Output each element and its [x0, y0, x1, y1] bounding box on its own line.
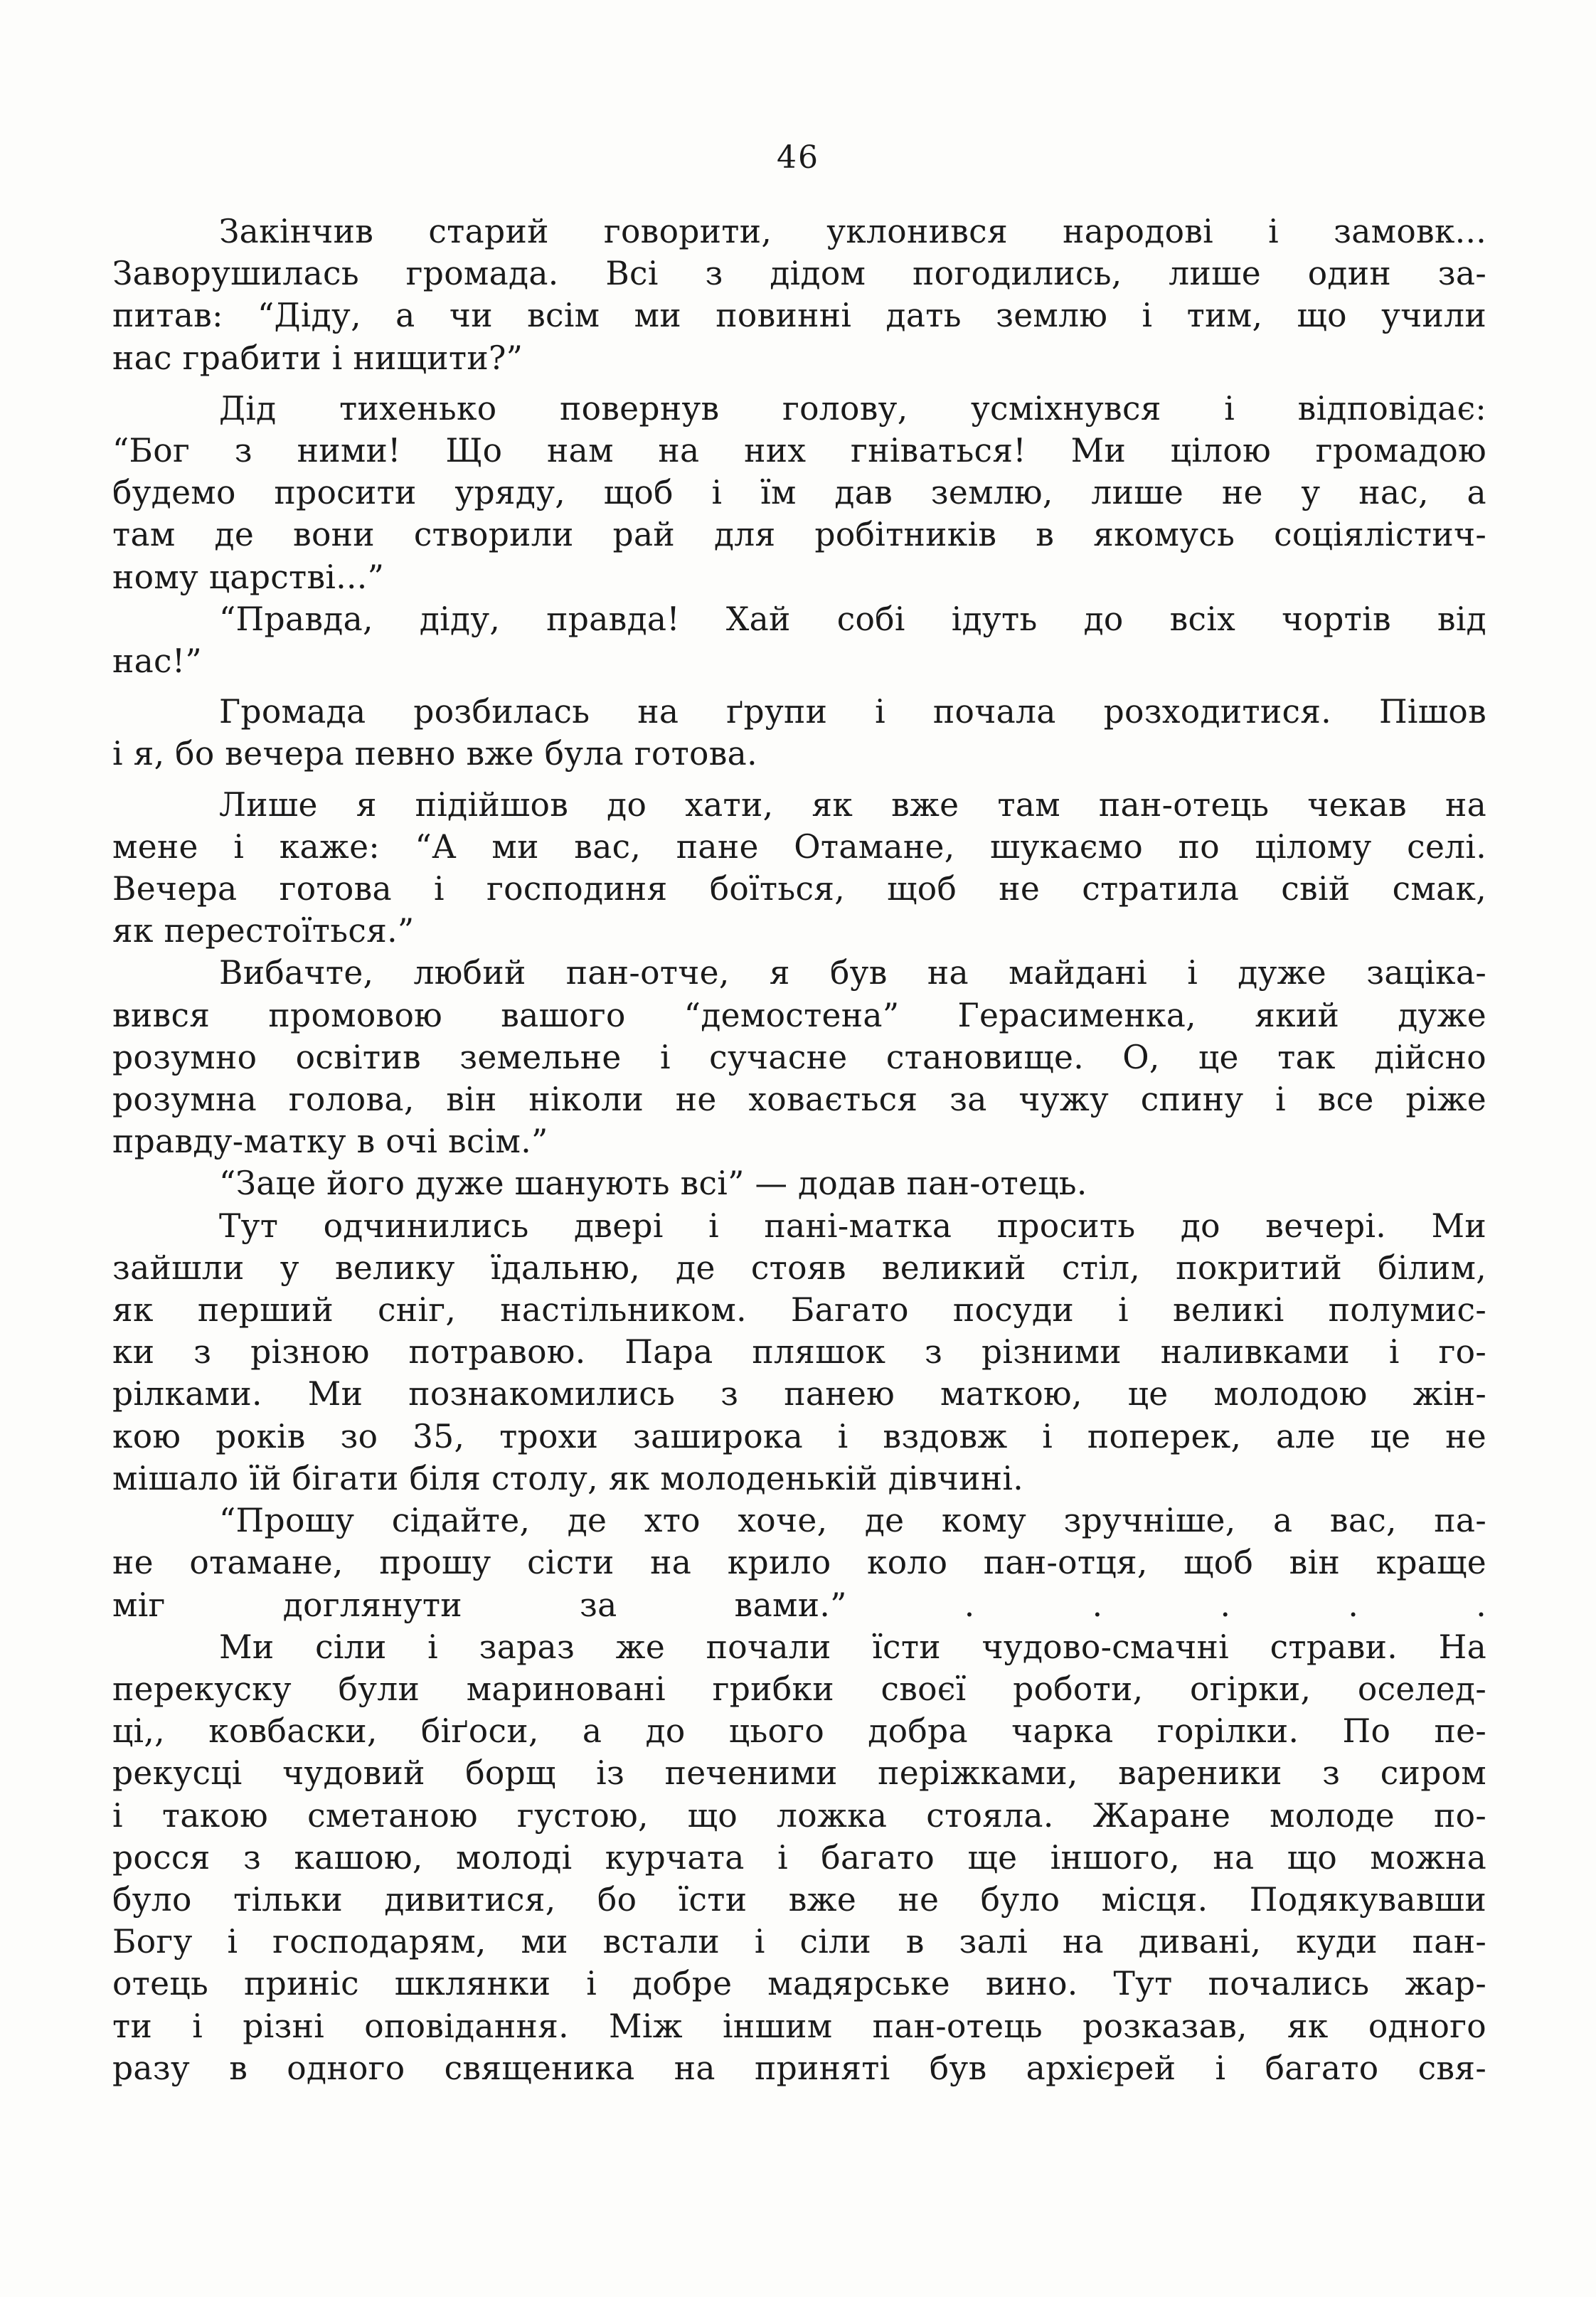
text-line: питав: “Діду, а чи всім ми повинні дать землю і тим, що учили [112, 297, 1486, 335]
text-line: Закінчив старий говорити, уклонився народові і замовк... [219, 213, 1486, 250]
text-line: Богу і господарям, ми встали і сіли в залі на дивані, куди пан- [112, 1923, 1486, 1961]
text-line: будемо просити уряду, щоб і їм дав землю, лише не у нас, а [112, 474, 1486, 512]
text-line: і такою сметаною густою, що ложка стояла. Жаране молоде по- [112, 1796, 1486, 1835]
text-line: ному царстві...” [112, 558, 385, 596]
text-line: “Прошу сідайте, де хто хоче, де кому зручніше, а вас, па- [219, 1502, 1486, 1540]
text-line: Тут одчинились двері і пані-матка просить до вечері. Ми [219, 1206, 1486, 1245]
body-text [112, 211, 1486, 2089]
text-line: кою років зо 35, трохи заширока і вздовж і поперек, але це не [112, 1417, 1486, 1455]
text-line: було тільки дивитися, бо їсти вже не було місця. Подякувавши [112, 1880, 1486, 1919]
text-line: разу в одного священика на приняті був архієрей і багато свя- [112, 2049, 1486, 2087]
text-line: ки з різною потравою. Пара пляшок з різними наливками і го- [112, 1333, 1486, 1372]
text-line: правду-матку в очі всім.” [112, 1123, 548, 1161]
text-line: міг доглянути за вами.” . . . . . [112, 1586, 1486, 1624]
text-line: мене і каже: “А ми вас, пане Отамане, шукаємо по цілому селі. [112, 827, 1486, 866]
text-line: розумна голова, він ніколи не ховається за чужу спину і все ріже [112, 1081, 1486, 1119]
text-line: не отамане, прошу сісти на крило коло пан-отця, щоб він краще [112, 1544, 1486, 1582]
text-line: “Бог з ними! Що нам на них гніватьcя! Ми цілою громадою [112, 432, 1486, 470]
text-line: Дід тихенько повернув голову, усміхнувся і відповідає: [219, 389, 1486, 428]
text-line: нас!” [112, 642, 202, 681]
text-line: нас грабити і нищити?” [112, 339, 523, 377]
text-line: Вечера готова і господиня боїться, щоб не стратила свій смак, [112, 870, 1486, 908]
text-line: росся з кашою, молоді курчата і багато ще іншого, на що можна [112, 1838, 1486, 1877]
text-line: Лише я підійшов до хати, як вже там пан-отець чекав на [219, 785, 1486, 824]
text-line: Ми сіли і зараз же почали їсти чудово-смачні страви. На [219, 1628, 1486, 1666]
text-line: перекуску були мариновані грибки своєї роботи, огірки, оселед- [112, 1670, 1486, 1708]
text-line: розумно освітив земельне і сучасне становище. О, це так дійсно [112, 1038, 1486, 1076]
text-line: там де вони створили рай для робітників в якомусь соціялістич- [112, 516, 1486, 554]
text-line: рілками. Ми познакомились з панею маткою, це молодою жін- [112, 1375, 1486, 1413]
text-line: ти і різні оповідання. Між іншим пан-отець розказав, як одного [112, 2007, 1486, 2045]
text-line: вився промовою вашого “демостена” Герасименка, який дуже [112, 996, 1486, 1034]
text-line: як перестоїться.” [112, 912, 415, 950]
text-line: “Заце його дуже шанують всі” — додав пан-отець. [219, 1165, 1087, 1203]
text-line: рекусці чудовий борщ із печеними періжками, вареники з сиром [112, 1754, 1486, 1793]
text-line: Вибачте, любий пан-отче, я був на майдані і дуже заціка- [219, 954, 1486, 992]
text-line: як перший сніг, настільником. Багато посуди і великі полумис- [112, 1291, 1486, 1330]
text-line: Громада розбилась на ґрупи і почала розходитися. Пішов [219, 693, 1486, 731]
text-line: мішало їй бігати біля столу, як молоденькій дівчині. [112, 1459, 1024, 1497]
page-number: 46 [777, 139, 819, 176]
text-line: “Правда, діду, правда! Хай собі ідуть до всіх чортів від [219, 600, 1486, 638]
text-line: отець приніс шклянки і добре мадярське вино. Тут почались жар- [112, 1965, 1486, 2003]
text-line: Заворушилась громада. Всі з дідом погодились, лише один за- [112, 255, 1486, 293]
text-line: і я, бо вечера певно вже була готова. [112, 735, 757, 773]
text-line: ці,, ковбаски, біґоси, а до цього добра чарка горілки. По пе- [112, 1712, 1486, 1751]
text-line: зайшли у велику їдальню, де стояв великий стіл, покритий білим, [112, 1248, 1486, 1287]
